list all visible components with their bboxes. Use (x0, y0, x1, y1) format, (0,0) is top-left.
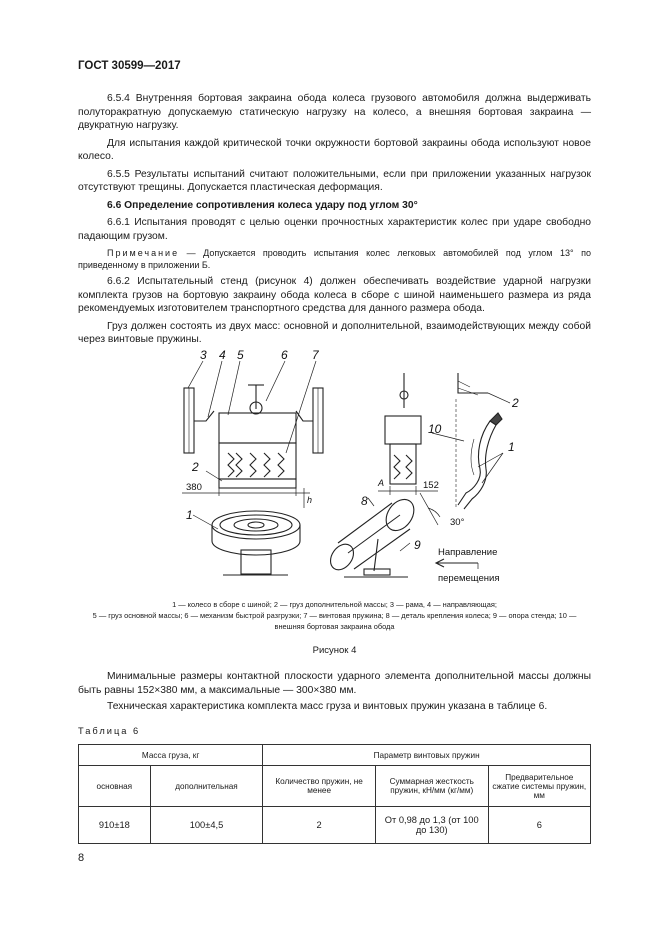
figure-dim-h: h (307, 495, 313, 505)
table-header-additional: дополнительная (150, 766, 263, 807)
page-number: 8 (78, 852, 85, 864)
figure-label-right-1: 1 (508, 440, 515, 454)
figure-label-7: 7 (312, 348, 319, 362)
table-header-count: Количество пружин, не менее (263, 766, 376, 807)
table-header-compression: Предварительное сжатие системы пружин, мм (488, 766, 590, 807)
paragraph-6-5-5: 6.5.5 Результаты испытаний считают положительными, если при приложении указанных нагрузок отсутствуют трещины. Допускается пластическая деформация. (78, 168, 591, 193)
figure-direction-line2: перемещения (438, 573, 500, 584)
figure-label-9: 9 (414, 538, 421, 552)
figure-direction-line1: Направление (438, 547, 498, 558)
table-group-springs: Параметр винтовых пружин (263, 745, 591, 766)
table-cell-stiffness: От 0,98 до 1,3 (от 100 до 130) (375, 807, 488, 844)
figure-label-8: 8 (361, 494, 368, 508)
figure-4-drawing (78, 343, 591, 593)
table-cell-compression: 6 (488, 807, 590, 844)
table-cell-additional: 100±4,5 (150, 807, 263, 844)
table-title: Таблица 6 (78, 726, 141, 736)
paragraph-weight: Груз должен состоять из двух масс: основной и дополнительной, взаимодействующих между собой через винтовые пружины. (78, 320, 591, 345)
note-paragraph (78, 247, 591, 271)
section-heading-6-6: 6.6 Определение сопротивления колеса удару под углом 30° (107, 199, 418, 211)
paragraph-6-6-1: 6.6.1 Испытания проводят с целью оценки прочностных характеристик колес при ударе свободно падающим грузом. (78, 217, 591, 242)
figure-label-6: 6 (281, 348, 288, 362)
figure-label-1: 1 (186, 508, 193, 522)
table-header-main: основная (79, 766, 151, 807)
after-figure-text (78, 670, 591, 717)
table-row (79, 807, 591, 844)
figure-label-right-2: 2 (512, 396, 519, 410)
figure-legend (78, 599, 591, 632)
paragraph-6-5-4: 6.5.4 Внутренняя бортовая закраина обода колеса грузового автомобиля должна выдерживать полуторакратную допускаемую статическую нагрузку на колесо, а внешняя бортовая закраина — двукратную нагрузку. (78, 93, 591, 131)
figure-label-10: 10 (428, 422, 442, 436)
legend-line-2: 5 — груз основной массы; 6 — механизм быстрой разгрузки; 7 — винтовая пружина; 8 — деталь крепления колеса; 9 — опора стенда; 10 — внешняя бортовая закраина обода (92, 611, 577, 631)
table-cell-main: 910±18 (79, 807, 151, 844)
paragraph-table-ref: Техническая характеристика комплекта масс груза и винтовых пружин указана в таблице 6. (107, 701, 548, 712)
legend-line-1: 1 — колесо в сборе с шиной; 2 — груз дополнительной массы; 3 — рама, 4 — направляющая; (172, 600, 497, 609)
table-6 (78, 744, 591, 844)
table-header-stiffness: Суммарная жесткость пружин, кН/мм (кг/мм) (375, 766, 488, 807)
figure-dim-a: A (378, 478, 385, 488)
figure-dim-152: 152 (423, 480, 439, 491)
figure-label-5: 5 (237, 348, 244, 362)
document-header: ГОСТ 30599—2017 (78, 60, 181, 72)
figure-label-4: 4 (219, 348, 226, 362)
figure-label-3: 3 (200, 348, 207, 362)
note-text: — Допускается проводить испытания колес легковых автомобилей под углом 13° по приведенному в приложении Б. (78, 248, 591, 270)
paragraph-6-6-2: 6.6.2 Испытательный стенд (рисунок 4) должен обеспечивать воздействие ударной нагрузки комплекта грузов на бортовую закраину обода колеса в сборе с шиной наименьшего размера из ряда рекомендуемых изготовителем транспортного средства для данного размера обода. (78, 276, 591, 314)
table-cell-count: 2 (263, 807, 376, 844)
figure-dim-380: 380 (186, 482, 202, 493)
figure-angle-30: 30° (450, 517, 465, 528)
table-group-mass: Масса груза, кг (79, 745, 263, 766)
body-text (78, 92, 591, 351)
note-label: Примечание (107, 248, 180, 258)
paragraph-new-wheel: Для испытания каждой критической точки окружности бортовой закраины обода используют новое колесо. (78, 137, 591, 162)
figure-caption: Рисунок 4 (312, 645, 357, 656)
paragraph-contact-size: Минимальные размеры контактной плоскости ударного элемента дополнительной массы должны быть равны 152×380 мм, а максимальные — 300×380 мм. (78, 671, 591, 696)
figure-label-2: 2 (192, 460, 199, 474)
